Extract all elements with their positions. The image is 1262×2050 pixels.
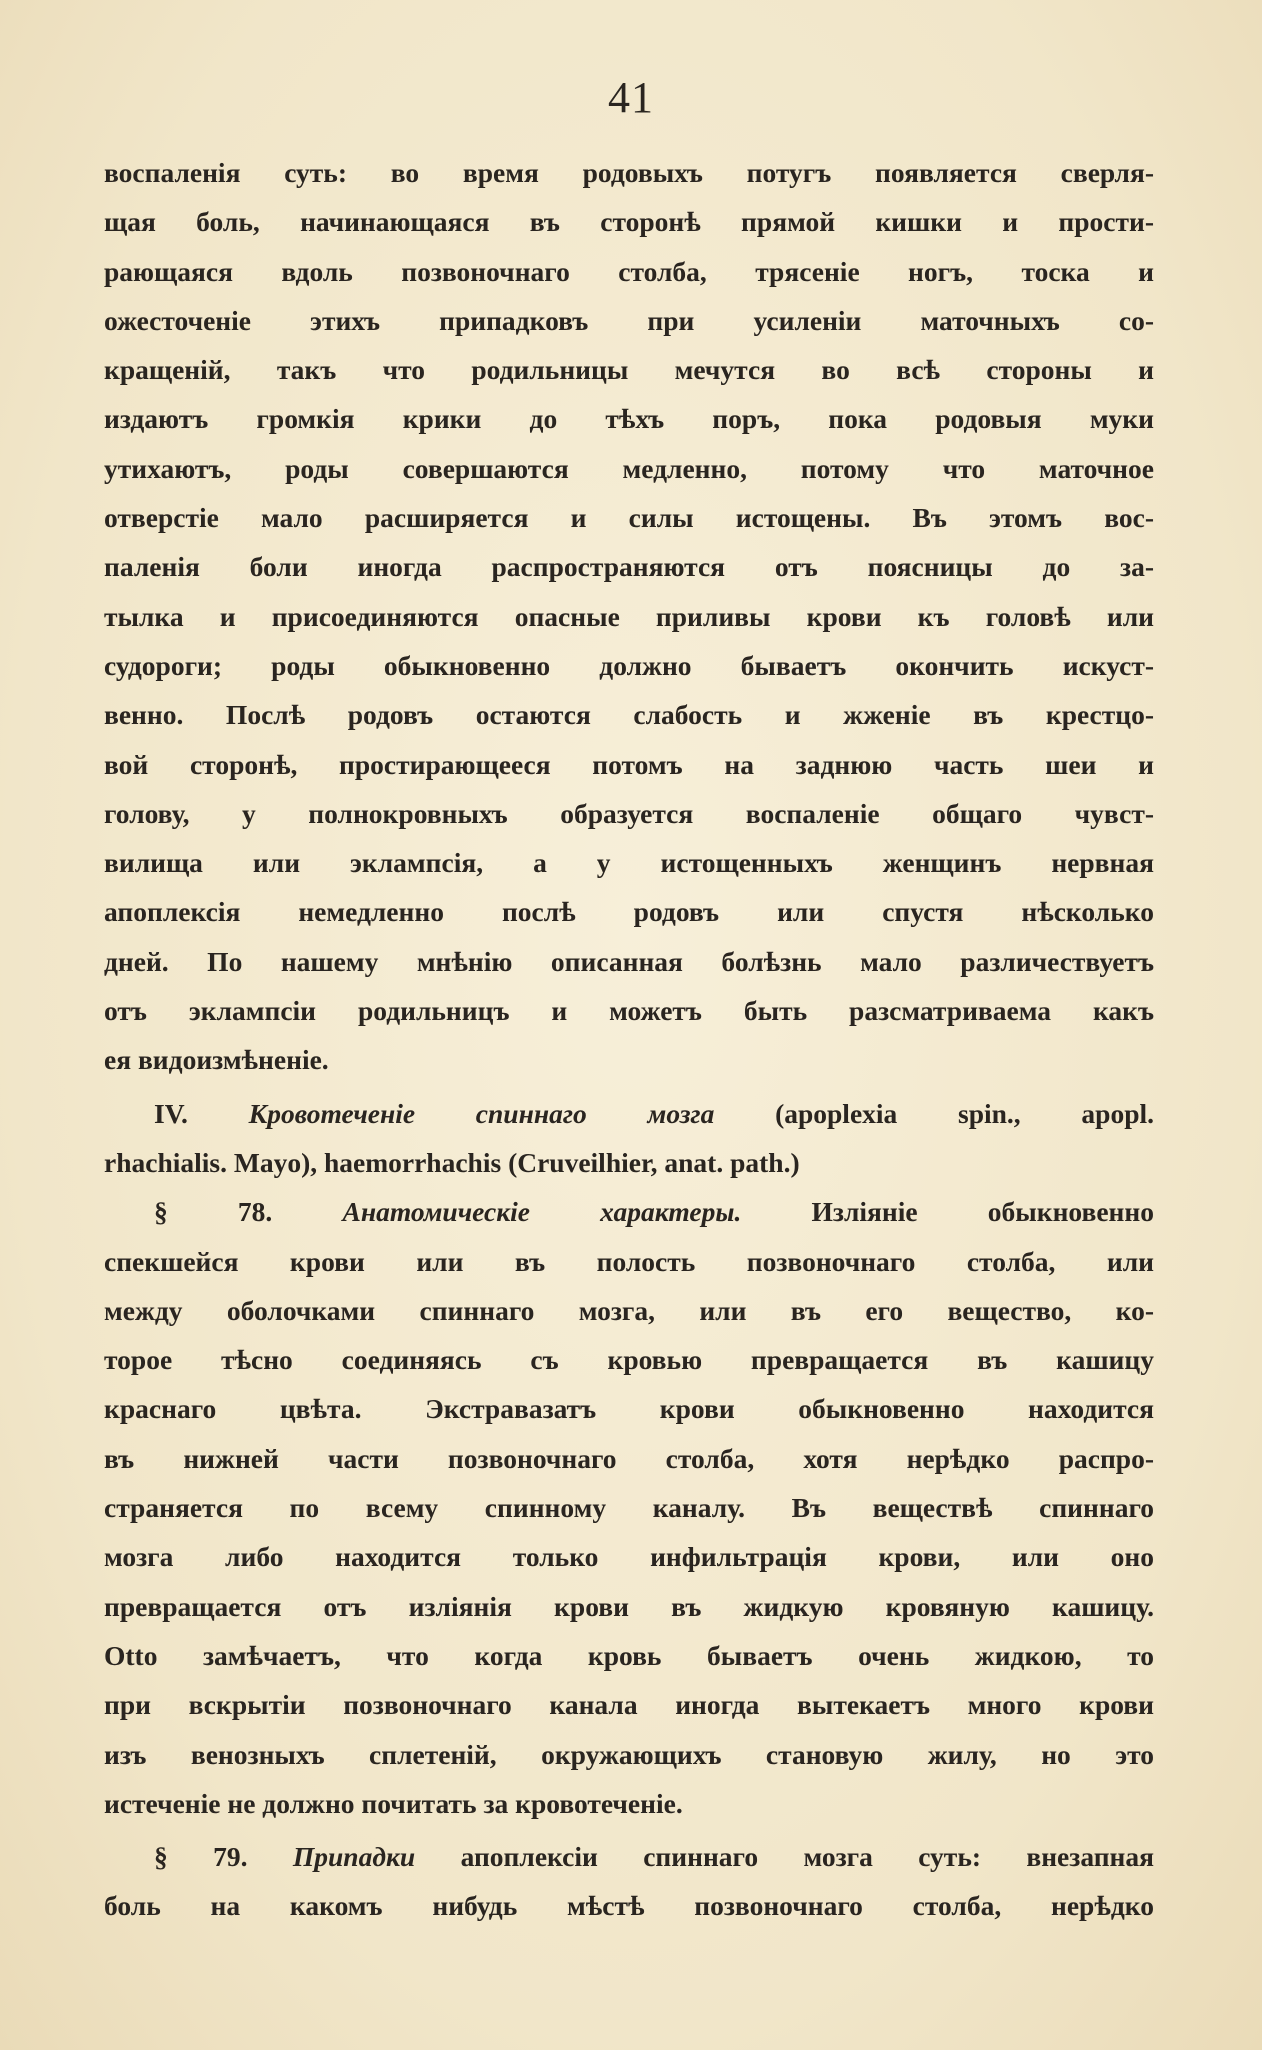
text-line: вой сторонѣ, простирающееся потомъ на заднюю часть шеи и <box>104 748 1154 780</box>
text-line: ея видоизмѣненіе. <box>104 1044 329 1076</box>
paragraph-first-line <box>104 1187 1154 1236</box>
text-line: ожесточеніе этихъ припадковъ при усиленіи маточныхъ со- <box>104 304 1154 336</box>
paragraph-first-line <box>104 1832 1154 1881</box>
text-line: воспаленія суть: во время родовыхъ потугъ появляется сверля- <box>104 157 1154 188</box>
text-line: боль на какомъ нибудь мѣстѣ позвоночнаго столба, нерѣдко <box>104 1890 1154 1922</box>
text-line: отъ эклампсіи родильницъ и можетъ быть разсматриваема какъ <box>104 995 1154 1027</box>
text-line: изъ венозныхъ сплетеній, окружающихъ становую жилу, но это <box>104 1738 1154 1770</box>
section-heading-line: rhachialis. Mayo), haemorrhachis (Cruveilhier, anat. path.) <box>104 1146 800 1178</box>
text-line: апоплексія немедленно послѣ родовъ или спустя нѣсколько <box>104 896 1154 928</box>
section-latin-names: (apoplexia spin., apopl. <box>775 1097 1154 1129</box>
paragraph-continuation <box>104 148 1154 1085</box>
section-heading-iv <box>104 1089 1154 1188</box>
text-line: рающаяся вдоль позвоночнаго столба, трясеніе ногъ, тоска и <box>104 255 1154 287</box>
paragraph-text: апоплексіи спиннаго мозга суть: внезапная <box>460 1841 1154 1873</box>
paragraph-title: Припадки <box>292 1841 416 1873</box>
paragraph-text: Изліяніе обыкновенно <box>811 1196 1154 1228</box>
section-title: Кровотеченіе спиннаго мозга <box>248 1097 715 1129</box>
text-line: кращеній, такъ что родильницы мечутся во всѣ стороны и <box>104 354 1154 386</box>
text-line: спекшейся крови или въ полость позвоночнаго столба, или <box>104 1245 1154 1277</box>
text-line: при вскрытіи позвоночнаго канала иногда вытекаетъ много крови <box>104 1689 1154 1721</box>
text-line: истеченіе не должно почитать за кровотеченіе. <box>104 1787 683 1819</box>
section-heading-line <box>104 1089 1154 1138</box>
section-numeral: IV. <box>154 1097 188 1129</box>
section-mark: § 78. <box>154 1196 273 1228</box>
text-line: торое тѣсно соединяясь съ кровью превращается въ кашицу <box>104 1344 1154 1376</box>
text-line: Otto замѣчаетъ, что когда кровь бываетъ очень жидкою, то <box>104 1639 1154 1671</box>
text-line: паленія боли иногда распространяются отъ поясницы до за- <box>104 551 1154 583</box>
text-line: превращается отъ изліянія крови въ жидкую кровяную кашицу. <box>104 1590 1154 1622</box>
text-line: отверстіе мало расширяется и силы истощены. Въ этомъ вос- <box>104 502 1154 534</box>
text-line: между оболочками спиннаго мозга, или въ его вещество, ко- <box>104 1294 1154 1326</box>
text-line: дней. По нашему мнѣнію описанная болѣзнь мало различествуетъ <box>104 945 1154 977</box>
text-line: страняется по всему спинному каналу. Въ веществѣ спиннаго <box>104 1492 1154 1524</box>
text-line: венно. Послѣ родовъ остаются слабость и жженіе въ крестцо- <box>104 699 1154 731</box>
paragraph-78 <box>104 1187 1154 1828</box>
text-line: мозга либо находится только инфильтрація крови, или оно <box>104 1541 1154 1573</box>
text-line: щая боль, начинающаяся въ сторонѣ прямой кишки и прости- <box>104 206 1154 238</box>
text-line: издаютъ громкія крики до тѣхъ поръ, пока родовыя муки <box>104 403 1154 435</box>
section-mark: § 79. <box>154 1841 248 1873</box>
text-line: въ нижней части позвоночнаго столба, хотя нерѣдко распро- <box>104 1442 1154 1474</box>
page-number: 41 <box>608 73 654 122</box>
paragraph-title: Анатомическіе характеры. <box>342 1196 742 1228</box>
page-body <box>104 148 1154 1931</box>
text-line: вилища или эклампсія, а у истощенныхъ женщинъ нервная <box>104 847 1154 879</box>
text-line: утихаютъ, роды совершаются медленно, потому что маточное <box>104 452 1154 484</box>
text-line: судороги; роды обыкновенно должно бываетъ окончить искуст- <box>104 649 1154 681</box>
text-line: тылка и присоединяются опасные приливы крови къ головѣ или <box>104 600 1154 632</box>
paragraph-79 <box>104 1832 1154 1931</box>
text-line: краснаго цвѣта. Экстравазатъ крови обыкновенно находится <box>104 1393 1154 1425</box>
text-line: голову, у полнокровныхъ образуется воспаленіе общаго чувст- <box>104 797 1154 829</box>
